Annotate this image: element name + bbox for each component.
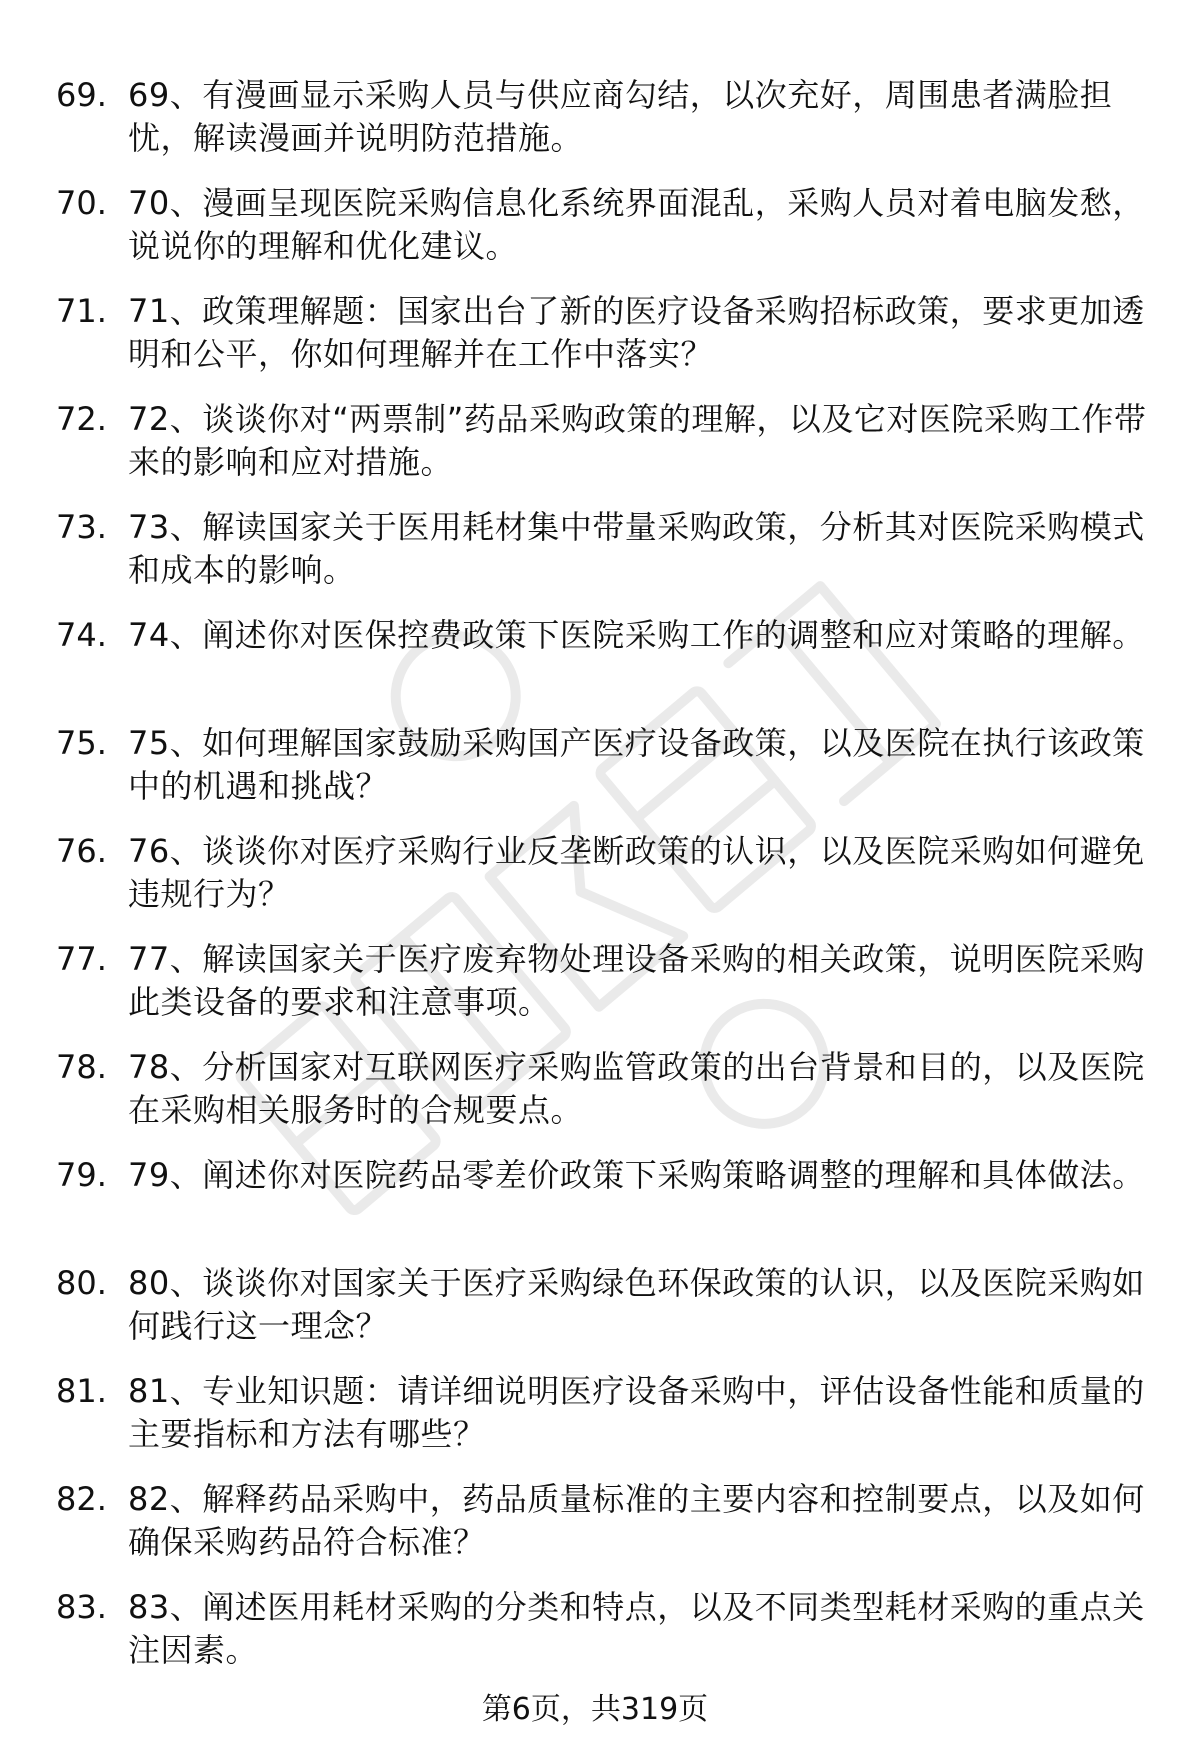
question-number: 72. [56, 400, 107, 438]
question-item [56, 74, 1156, 182]
question-number: 76. [56, 832, 107, 870]
question-item [56, 722, 1156, 830]
question-number: 81. [56, 1372, 107, 1410]
question-text: 79、阐述你对医院药品零差价政策下采购策略调整的理解和具体做法。 [128, 1156, 1145, 1194]
question-number: 82. [56, 1480, 107, 1518]
question-text: 73、解读国家关于医用耗材集中带量采购政策，分析其对医院采购模式和成本的影响。 [128, 508, 1145, 589]
question-item [56, 506, 1156, 614]
question-number: 70. [56, 184, 107, 222]
question-text: 74、阐述你对医保控费政策下医院采购工作的调整和应对策略的理解。 [128, 616, 1145, 654]
question-text: 83、阐述医用耗材采购的分类和特点，以及不同类型耗材采购的重点关注因素。 [128, 1588, 1145, 1669]
question-text: 80、谈谈你对国家关于医疗采购绿色环保政策的认识，以及医院采购如何践行这一理念？ [128, 1264, 1145, 1345]
question-number: 69. [56, 76, 107, 114]
question-list [56, 74, 1156, 1694]
question-text: 72、谈谈你对“两票制”药品采购政策的理解，以及它对医院采购工作带来的影响和应对措施。 [128, 400, 1147, 481]
question-text: 78、分析国家对互联网医疗采购监管政策的出台背景和目的，以及医院在采购相关服务时的合规要点。 [128, 1048, 1145, 1129]
question-item [56, 398, 1156, 506]
question-text: 69、有漫画显示采购人员与供应商勾结，以次充好，周围患者满脸担忧，解读漫画并说明防范措施。 [128, 76, 1113, 157]
question-item [56, 614, 1156, 722]
question-number: 80. [56, 1264, 107, 1302]
question-number: 79. [56, 1156, 107, 1194]
question-text: 81、专业知识题：请详细说明医疗设备采购中，评估设备性能和质量的主要指标和方法有哪些？ [128, 1372, 1145, 1453]
question-number: 75. [56, 724, 107, 762]
question-number: 78. [56, 1048, 107, 1086]
question-number: 77. [56, 940, 107, 978]
question-number: 83. [56, 1588, 107, 1626]
page-number-footer: 第6页，共319页 [481, 1692, 709, 1727]
question-number: 73. [56, 508, 107, 546]
question-text: 71、政策理解题：国家出台了新的医疗设备采购招标政策，要求更加透明和公平，你如何理解并在工作中落实？ [128, 292, 1145, 373]
question-item [56, 1370, 1156, 1478]
question-item [56, 830, 1156, 938]
question-text: 82、解释药品采购中，药品质量标准的主要内容和控制要点，以及如何确保采购药品符合标准？ [128, 1480, 1145, 1561]
question-item [56, 290, 1156, 398]
question-text: 75、如何理解国家鼓励采购国产医疗设备政策，以及医院在执行该政策中的机遇和挑战？ [128, 724, 1145, 805]
question-text: 70、漫画呈现医院采购信息化系统界面混乱，采购人员对着电脑发愁，说说你的理解和优化建议。 [128, 184, 1145, 265]
question-item [56, 1262, 1156, 1370]
question-text: 77、解读国家关于医疗废弃物处理设备采购的相关政策，说明医院采购此类设备的要求和注意事项。 [128, 940, 1145, 1021]
question-item [56, 1046, 1156, 1154]
question-item [56, 1586, 1156, 1694]
question-item [56, 1478, 1156, 1586]
question-item [56, 1154, 1156, 1262]
question-text: 76、谈谈你对医疗采购行业反垄断政策的认识，以及医院采购如何避免违规行为？ [128, 832, 1145, 913]
question-item [56, 938, 1156, 1046]
question-item [56, 182, 1156, 290]
question-number: 74. [56, 616, 107, 654]
question-number: 71. [56, 292, 107, 330]
